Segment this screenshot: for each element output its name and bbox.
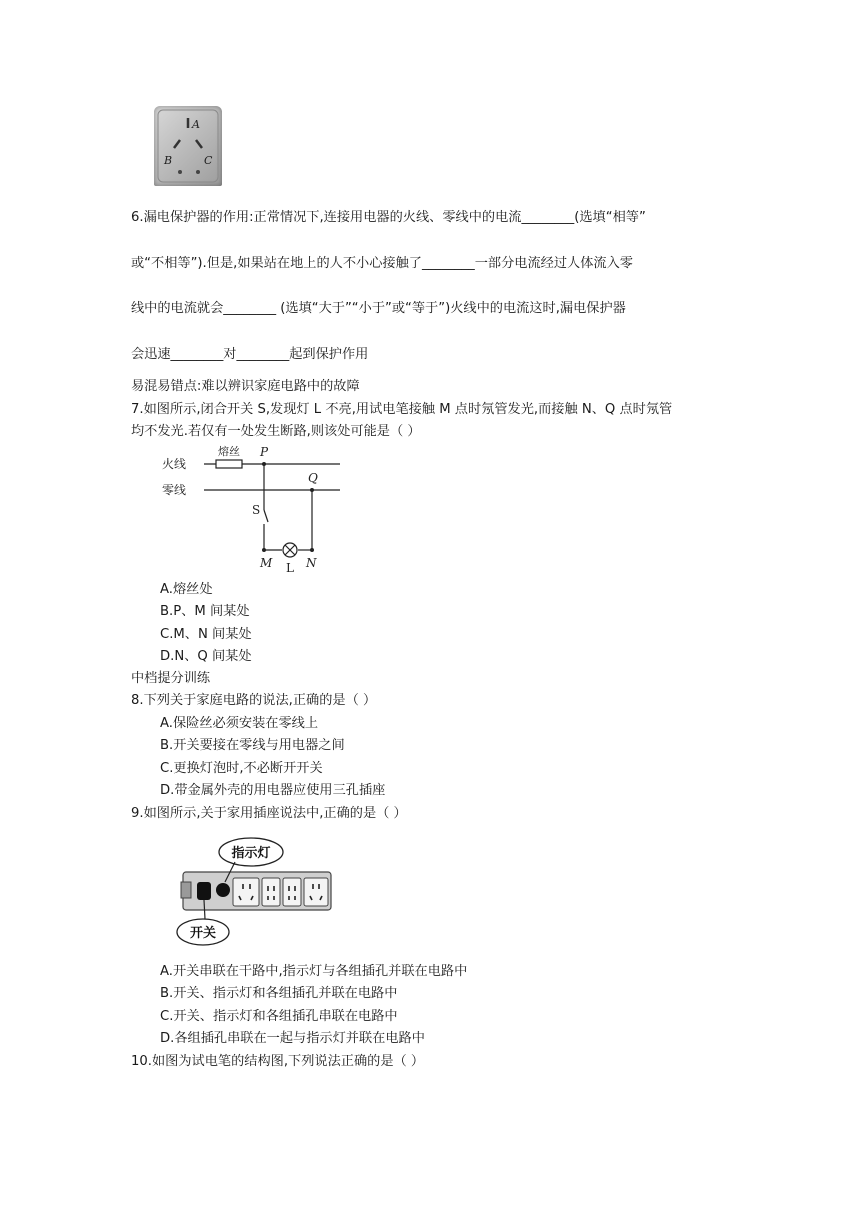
q7-stem-line-2: 均不发光.若仅有一处发生断路,则该处可能是（ ）: [131, 424, 421, 439]
point-m-label: M: [260, 556, 273, 570]
point-q-label: Q: [308, 471, 318, 485]
point-q-dot: [310, 488, 314, 492]
outlet-1: [233, 878, 259, 906]
q9-stem: 9.如图所示,关于家用插座说法中,正确的是（ ）: [131, 806, 407, 821]
socket-hole-c: [196, 140, 202, 148]
point-n-dot: [310, 548, 314, 552]
three-pin-socket-photo: [154, 106, 222, 186]
q7-stem-line-1: 7.如图所示,闭合开关 S,发现灯 L 不亮,用试电笔接触 M 点时氖管发光,而接触 N、Q 点时氖管: [131, 402, 673, 417]
q6-line-3: 线中的电流就会________ (选填“大于”“小于”或“等于”)火线中的电流这时,漏电保护器: [131, 301, 626, 316]
point-p-dot: [262, 462, 266, 466]
socket-photo-drawing: [154, 106, 222, 186]
q8-option-b: B.开关要接在零线与用电器之间: [160, 738, 345, 753]
outlet-3: [283, 878, 301, 906]
switch-callout-label: 开关: [189, 926, 217, 941]
q6-line-2: 或“不相等”).但是,如果站在地上的人不小心接触了________一部分电流经过人体流入零: [131, 256, 633, 271]
section-medium: 中档提分训练: [131, 671, 211, 686]
point-p-label: P: [260, 445, 269, 459]
indicator-callout-label: 指示灯: [231, 846, 271, 861]
section-easy-mistake: 易混易错点:难以辨识家庭电路中的故障: [131, 379, 360, 394]
outlet-2: [262, 878, 280, 906]
q9-option-a: A.开关串联在干路中,指示灯与各组插孔并联在电路中: [160, 964, 468, 979]
point-n-label: N: [306, 556, 317, 570]
lamp-label: L: [286, 561, 294, 575]
q6-line-4: 会迅速________对________起到保护作用: [131, 347, 369, 362]
q10-stem: 10.如图为试电笔的结构图,下列说法正确的是（ ）: [131, 1054, 425, 1069]
switch-blade: [264, 510, 268, 522]
q9-option-b: B.开关、指示灯和各组插孔并联在电路中: [160, 986, 398, 1001]
q7-circuit-diagram: [160, 440, 350, 575]
outlet-4: [304, 878, 328, 906]
q7-option-c: C.M、N 间某处: [160, 627, 252, 642]
point-m-dot: [262, 548, 266, 552]
socket-label-c: C: [204, 154, 213, 167]
q8-stem: 8.下列关于家庭电路的说法,正确的是（ ）: [131, 693, 377, 708]
q7-option-a: A.熔丝处: [160, 582, 213, 597]
socket-hole-b: [174, 140, 180, 148]
q7-option-d: D.N、Q 间某处: [160, 649, 252, 664]
socket-label-b: B: [164, 154, 173, 167]
fuse-label: 熔丝: [218, 445, 240, 458]
q7-option-b: B.P、M 间某处: [160, 604, 250, 619]
q6-line-1: 6.漏电保护器的作用:正常情况下,连接用电器的火线、零线中的电流________(选填“相等”: [131, 210, 646, 225]
q8-option-a: A.保险丝必须安装在零线上: [160, 716, 319, 731]
switch-label: S: [252, 503, 261, 517]
q8-option-c: C.更换灯泡时,不必断开开关: [160, 761, 323, 776]
q8-option-d: D.带金属外壳的用电器应使用三孔插座: [160, 783, 386, 798]
q9-power-strip-figure: [175, 834, 335, 952]
power-switch: [197, 882, 211, 900]
neutral-wire-label: 零线: [162, 483, 187, 497]
socket-label-a: A: [192, 118, 200, 131]
fuse-symbol: [216, 460, 242, 468]
live-wire-label: 火线: [162, 457, 187, 471]
q9-option-d: D.各组插孔串联在一起与指示灯并联在电路中: [160, 1031, 425, 1046]
indicator-light: [216, 883, 230, 897]
q9-option-c: C.开关、指示灯和各组插孔串联在电路中: [160, 1009, 398, 1024]
